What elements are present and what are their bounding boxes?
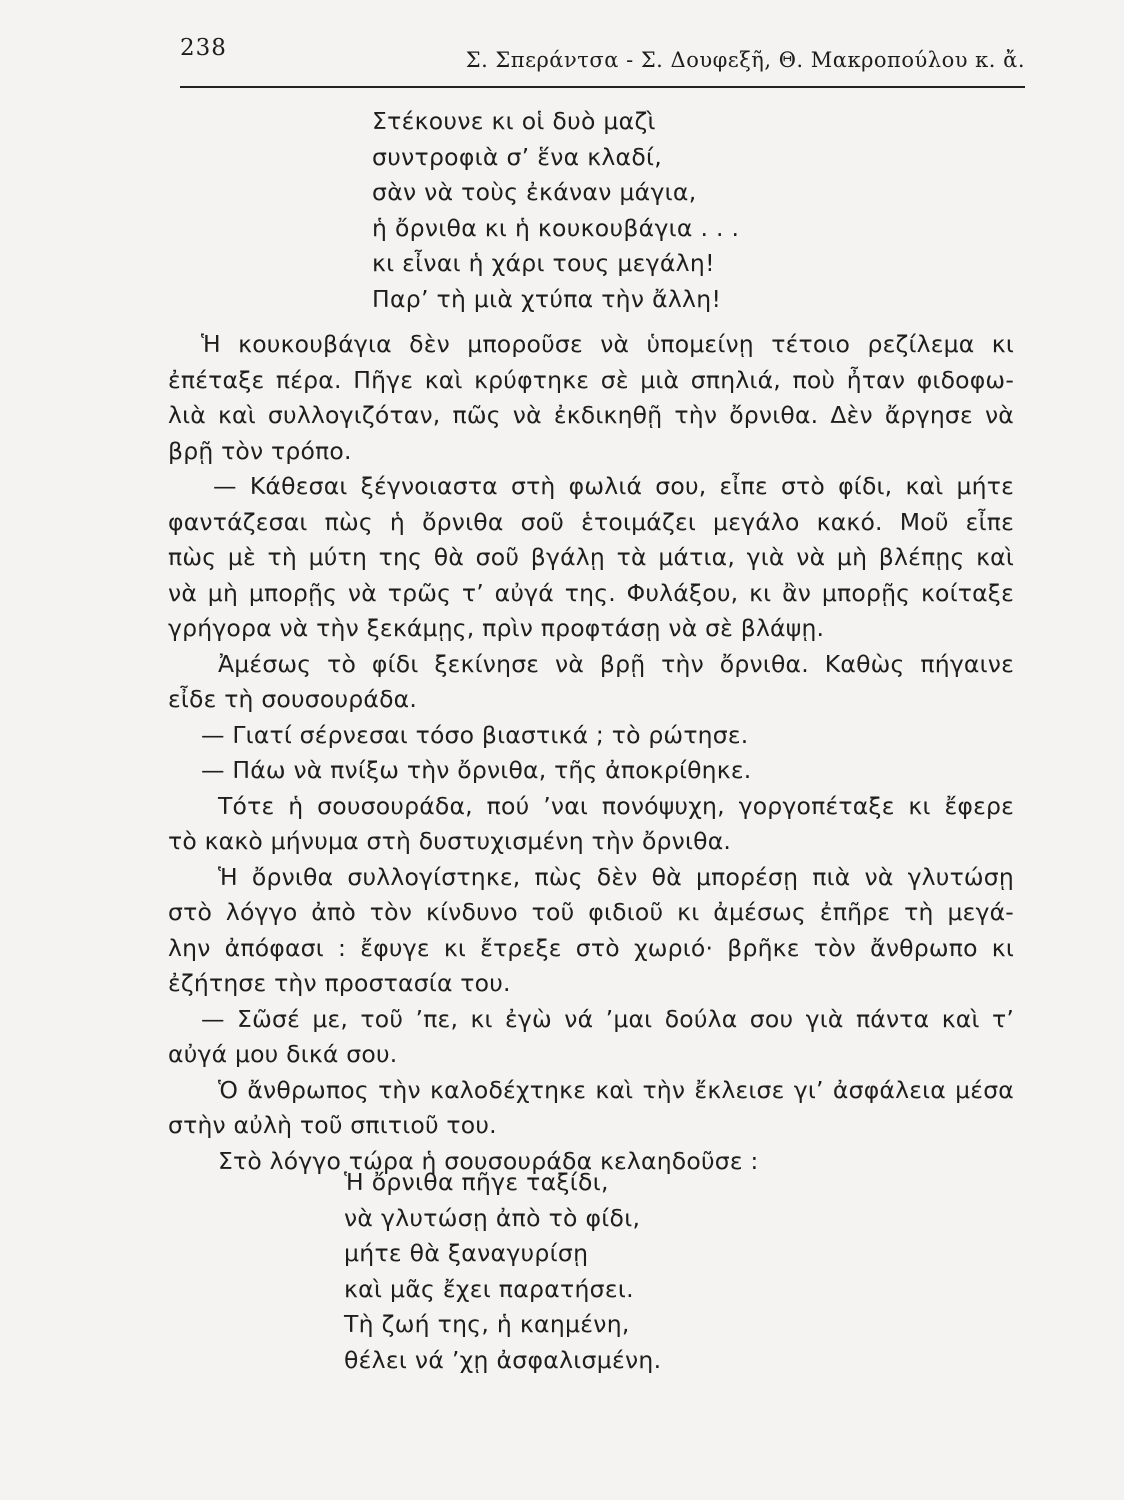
prose-line: εἶδε τὴ σουσουράδα. xyxy=(168,685,418,713)
prose-line: πὼς μὲ τὴ μύτη της θὰ σοῦ βγάλῃ τὰ μάτια, γιὰ νὰ μὴ βλέπῃς καὶ xyxy=(168,543,1014,571)
prose-line: λην ἀπόφασι : ἔφυγε κι ἔτρεξε στὸ χωριό· βρῆκε τὸν ἄνθρωπο κι xyxy=(168,933,1014,962)
page-header xyxy=(180,30,1025,90)
verse-line: σὰν νὰ τοὺς ἐκάναν μάγια, xyxy=(372,178,697,206)
verse-line: Στέκουνε κι οἱ δυὸ μαζὶ xyxy=(372,107,656,135)
prose-line: Ἡ ὄρνιθα συλλογίστηκε, πὼς δὲν θὰ μπορέσῃ πιὰ νὰ γλυτώσῃ xyxy=(218,862,1014,891)
verse-bottom xyxy=(344,1165,661,1378)
verse-line: Τὴ ζωή της, ἡ καημένη, xyxy=(344,1310,630,1338)
prose-line: Ἀμέσως τὸ φίδι ξεκίνησε νὰ βρῇ τὴν ὄρνιθα. Καθὼς πήγαινε xyxy=(218,649,1014,678)
prose-line: — Σῶσέ με, τοῦ ’πε, κι ἐγὼ νά ’μαι δούλα σου γιὰ πάντα καὶ τ’ xyxy=(201,1004,1014,1033)
prose-line: στὴν αὐλὴ τοῦ σπιτιοῦ του. xyxy=(168,1111,497,1139)
verse-line: νὰ γλυτώσῃ ἀπὸ τὸ φίδι, xyxy=(344,1203,641,1232)
prose-body xyxy=(168,327,1014,1179)
verse-line: Παρ’ τὴ μιὰ χτύπα τὴν ἄλλη! xyxy=(372,284,722,313)
running-head: Σ. Σπεράντσα - Σ. Δουφεξῆ, Θ. Μακροπούλου κ. ἄ. xyxy=(465,48,1025,72)
prose-line: Τότε ἡ σουσουράδα, πού ’ναι πονόψυχη, γοργοπέταξε κι ἔφερε xyxy=(218,791,1014,820)
verse-line: ἡ ὄρνιθα κι ἡ κουκουβάγια . . . xyxy=(372,213,740,242)
verse-top xyxy=(372,104,739,317)
prose-line: γρήγορα νὰ τὴν ξεκάμῃς, πρὶν προφτάσῃ νὰ σὲ βλάψῃ. xyxy=(168,614,825,642)
verse-line: συντροφιὰ σ’ ἕνα κλαδί, xyxy=(372,142,663,171)
prose-line: — Πάω νὰ πνίξω τὴν ὄρνιθα, τῆς ἀποκρίθηκε. xyxy=(201,756,752,784)
header-rule xyxy=(180,86,1025,88)
prose-line: — Κάθεσαι ξέγνοιαστα στὴ φωλιά σου, εἶπε στὸ φίδι, καὶ μήτε xyxy=(213,472,1014,500)
prose-line: Ἡ κουκουβάγια δὲν μποροῦσε νὰ ὑπομείνῃ τέτοιο ρεζίλεμα κι xyxy=(201,330,1014,358)
verse-line: μήτε θὰ ξαναγυρίσῃ xyxy=(344,1239,589,1267)
prose-line: φαντάζεσαι πὼς ἡ ὄρνιθα σοῦ ἑτοιμάζει μεγάλο κακό. Μοῦ εἶπε xyxy=(168,507,1014,536)
verse-line: θέλει νά ’χῃ ἀσφαλισμένη. xyxy=(344,1345,662,1374)
verse-line: καὶ μᾶς ἔχει παρατήσει. xyxy=(344,1274,634,1303)
prose-line: — Γιατί σέρνεσαι τόσο βιαστικά ; τὸ ρώτησε. xyxy=(201,720,749,749)
prose-line: τὸ κακὸ μήνυμα στὴ δυστυχισμένη τὴν ὄρνιθα. xyxy=(168,827,732,855)
prose-line: ἐζήτησε τὴν προστασία του. xyxy=(168,969,511,997)
prose-line: βρῇ τὸν τρόπο. xyxy=(168,436,352,465)
prose-line: λιὰ καὶ συλλογιζόταν, πῶς νὰ ἐκδικηθῇ τὴν ὄρνιθα. Δὲν ἄργησε νὰ xyxy=(168,401,1014,429)
prose-line: αὐγά μου δικά σου. xyxy=(168,1040,398,1068)
prose-line: Στὸ λόγγο τώρα ἡ σουσουράδα κελαηδοῦσε : xyxy=(218,1146,759,1175)
prose-line: Ὁ ἄνθρωπος τὴν καλοδέχτηκε καὶ τὴν ἔκλεισε γι’ ἀσφάλεια μέσα xyxy=(218,1075,1014,1104)
prose-line: ἐπέταξε πέρα. Πῆγε καὶ κρύφτηκε σὲ μιὰ σπηλιά, ποὺ ἦταν φιδοφω- xyxy=(168,365,1014,394)
verse-line: Ἡ ὄρνιθα πῆγε ταξίδι, xyxy=(344,1168,609,1196)
verse-line: κι εἶναι ἡ χάρι τους μεγάλη! xyxy=(372,249,715,277)
prose-line: νὰ μὴ μπορῇς νὰ τρῶς τ’ αὐγά της. Φυλάξου, κι ἂν μπορῇς κοίταξε xyxy=(168,578,1014,607)
prose-line: στὸ λόγγο ἀπὸ τὸν κίνδυνο τοῦ φιδιοῦ κι ἀμέσως ἐπῆρε τὴ μεγά- xyxy=(168,898,1014,926)
page-number: 238 xyxy=(180,35,227,61)
